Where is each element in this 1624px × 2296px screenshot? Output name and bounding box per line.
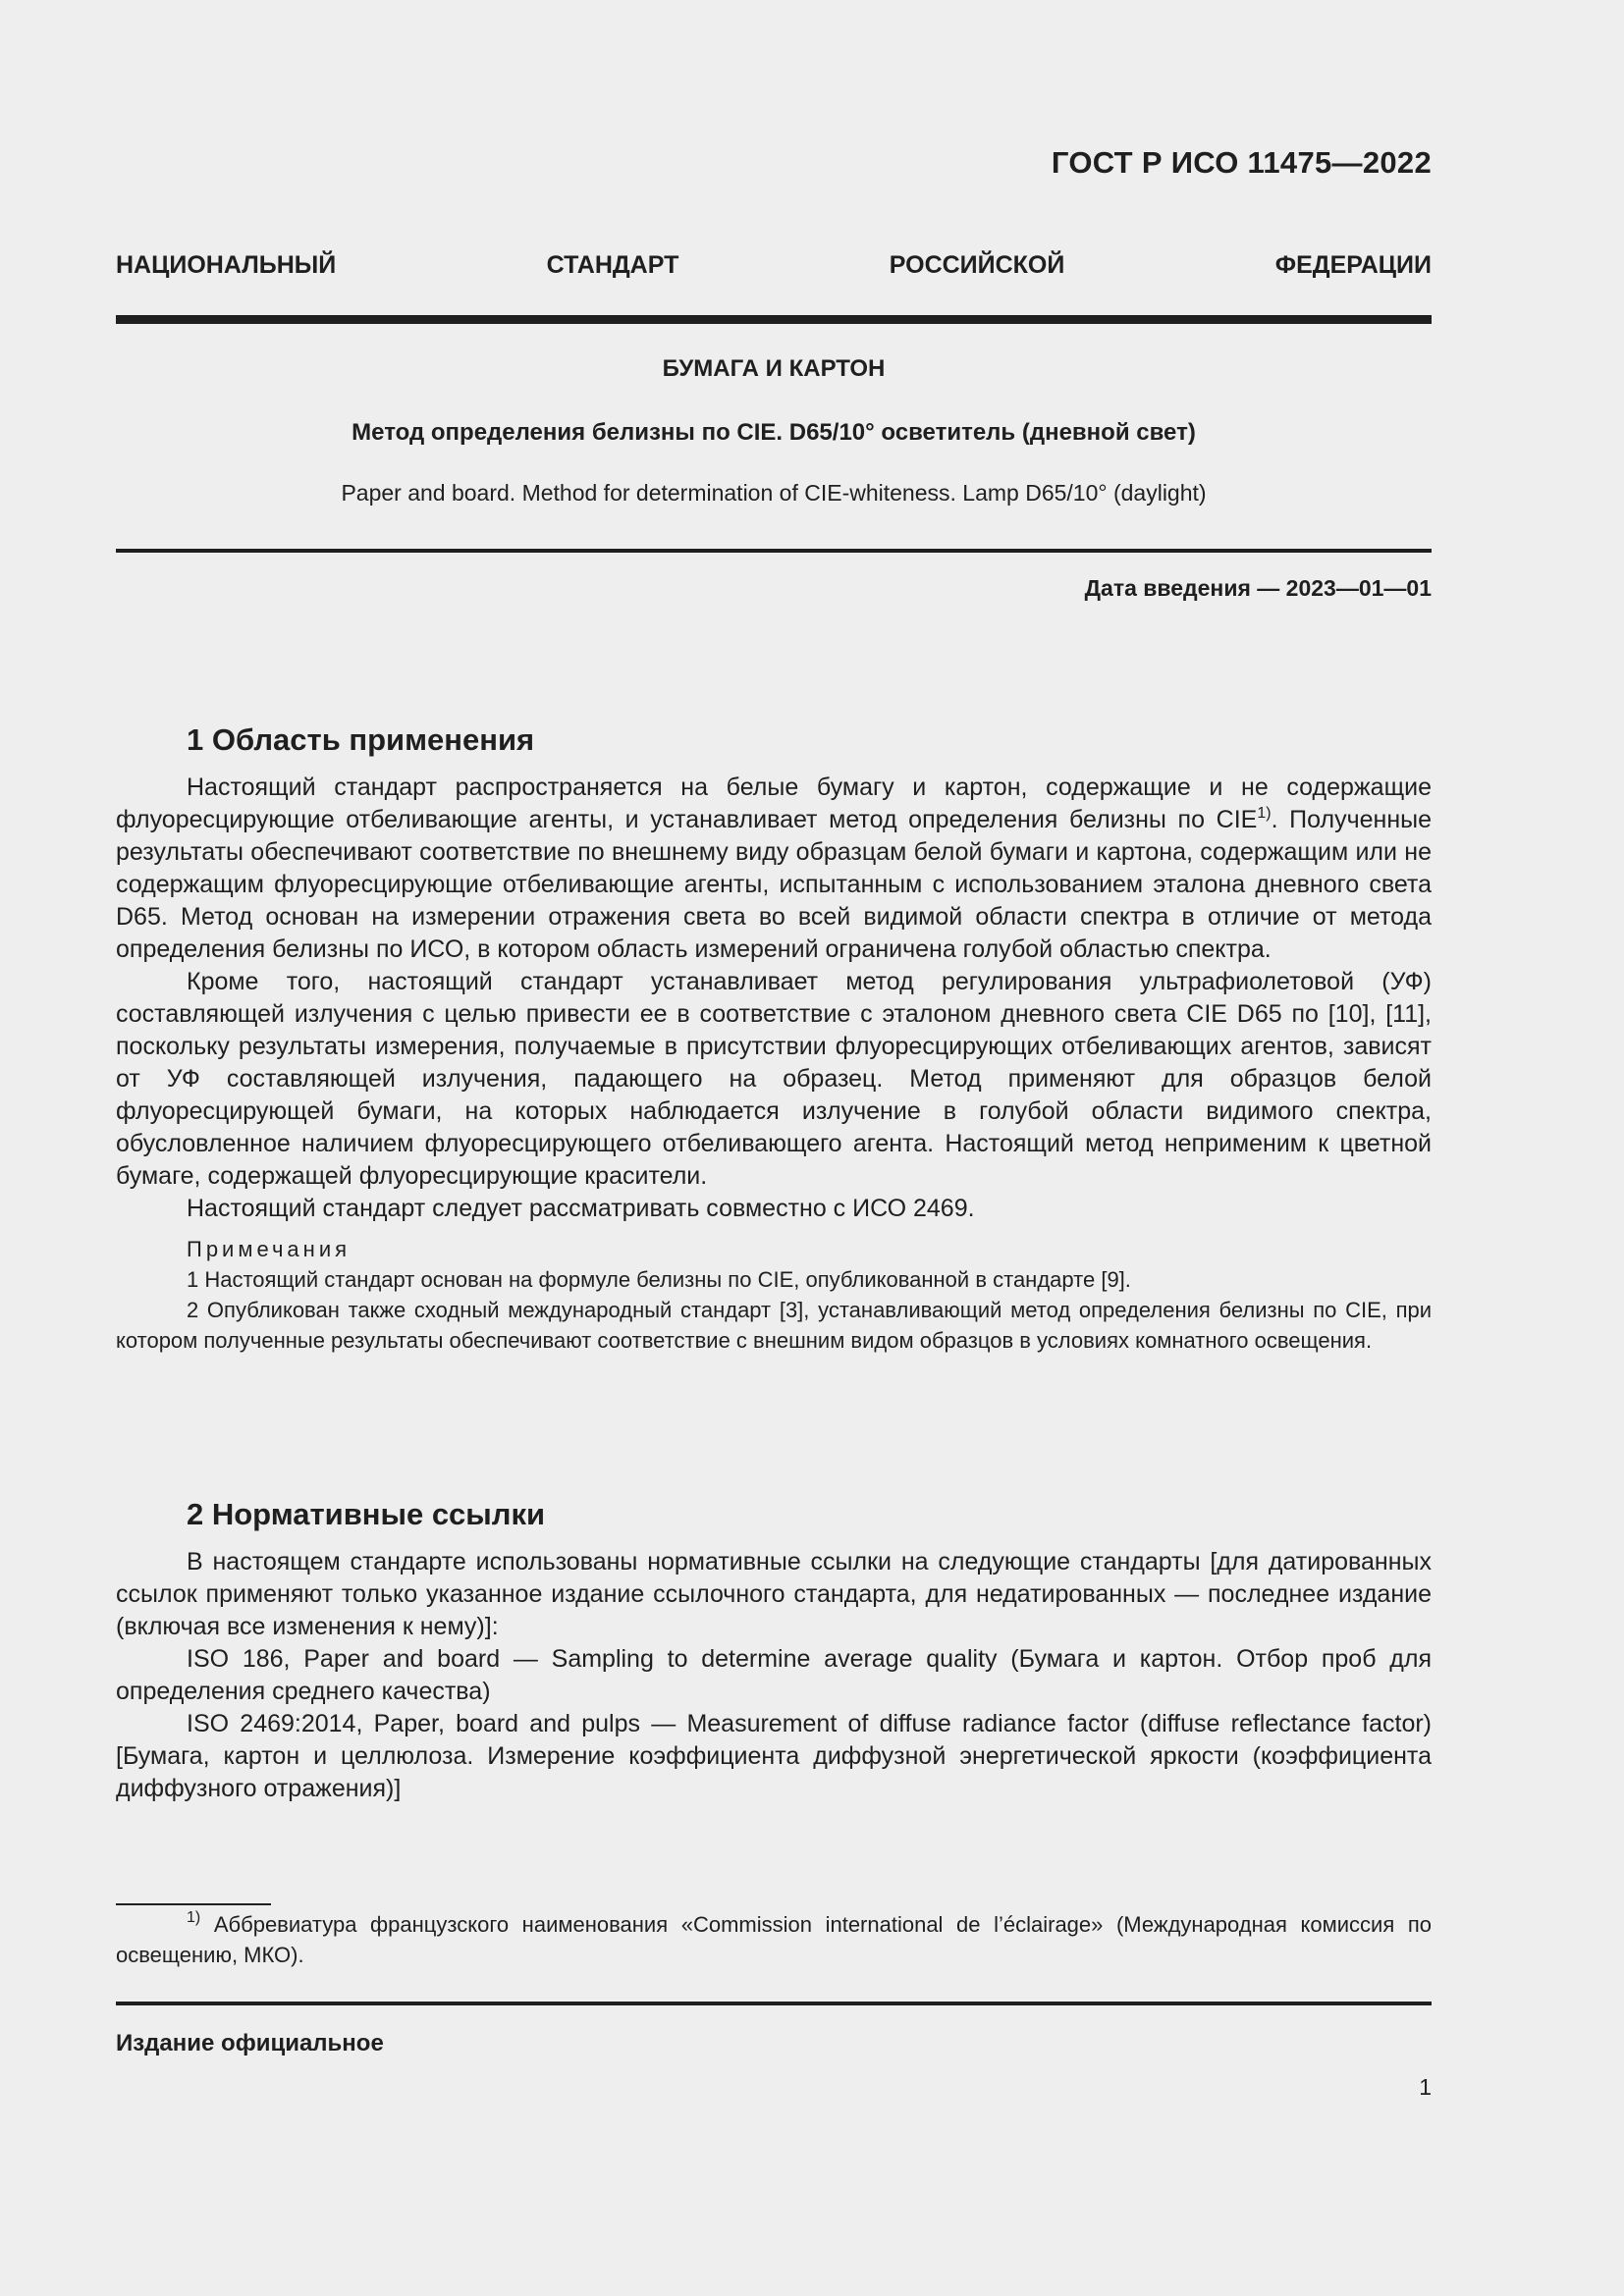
introduction-date: Дата введения — 2023—01—01 xyxy=(1084,575,1432,601)
footer-divider xyxy=(116,2002,1432,2005)
section-heading: 1 Область применения xyxy=(187,722,535,757)
document-code: ГОСТ Р ИСО 11475—2022 xyxy=(1051,145,1432,180)
national-standard-heading: НАЦИОНАЛЬНЫЙ СТАНДАРТ РОССИЙСКОЙ ФЕДЕРАЦИИ xyxy=(116,251,1432,279)
notes-heading: Примечания xyxy=(187,1237,352,1261)
reference-item: ISO 2469:2014, Paper, board and pulps — Measurement of diffuse radiance factor (diffuse reflectance factor) [Бумага, картон и целлюлоза. Измерение коэффициента диффузной энергетической яркости (коэффициента диффузного отражения)] xyxy=(116,1710,1432,1802)
paragraph: Кроме того, настоящий стандарт устанавливает метод регулирования ультрафиолетовой (УФ) составляющей излучения с целью привести ее в соответствие с эталоном дневного света CIE D65 по [10], [11], поскольку результаты измерения, получаемые в присутствии флуоресцирующих отбеливающих агентов, зависят от УФ составляющей излучения, падающего на образец. Метод применяют для образцов белой флуоресцирующей бумаги, на которых наблюдается излучение в голубой области видимого спектра, обусловленное наличием флуоресцирующего отбеливающего агента. Настоящий метод неприменим к цветной бумаге, содержащей флуоресцирующие красители. xyxy=(116,968,1432,1190)
english-title: Paper and board. Method for determination of CIE-whiteness. Lamp D65/10° (daylight) xyxy=(341,480,1207,506)
footnote-divider xyxy=(116,1903,271,1905)
paragraph: Настоящий стандарт следует рассматривать совместно с ИСО 2469. xyxy=(187,1195,975,1222)
paragraph: В настоящем стандарте использованы нормативные ссылки на следующие стандарты [для датированных ссылок применяют только указанное издание ссылочного стандарта, для недатированных — последнее издание (включая все изменения к нему)]: xyxy=(116,1548,1432,1640)
note-item: 1 Настоящий стандарт основан на формуле белизны по CIE, опубликованной в стандарте [9]. xyxy=(187,1267,1131,1292)
reference-item: ISO 186, Paper and board — Sampling to determine average quality (Бумага и картон. Отбор проб для определения среднего качества) xyxy=(116,1645,1432,1705)
footnote-reference[interactable]: 1) xyxy=(1257,805,1272,822)
footnote: $^{1)}$ Аббревиатура французского наименования «Commission international de l’éclairage» (Международная комиссия по освещению, МКО). xyxy=(116,1909,1432,1967)
header-divider xyxy=(116,315,1432,324)
edition-label: Издание официальное xyxy=(116,2030,384,2056)
section-normative-references xyxy=(116,1495,1432,1805)
document-title: БУМАГА И КАРТОН xyxy=(662,355,886,382)
page-number: 1 xyxy=(1419,2074,1432,2100)
section-scope xyxy=(116,721,1432,1356)
note-item: 2 Опубликован также сходный международный стандарт [3], устанавливающий метод определения белизны по CIE, при котором полученные результаты обеспечивают соответствие с внешним видом образцов в условиях комнатного освещения. xyxy=(116,1298,1432,1353)
paragraph: Настоящий стандарт распространяется на белые бумагу и картон, содержащие и не содержащие флуоресцирующие отбеливающие агенты, и устанавливает метод определения белизны по CIE$^{1)}$. Полученные результаты обеспечивают соответствие по внешнему виду образцам белой бумаги и картона, содержащим или не содержащим флуоресцирующие отбеливающие агенты, испытанным с использованием эталона дневного света D65. Метод основан на измерении отражения света во всей видимой области спектра в отличие от метода определения белизны по ИСО, в котором область измерений ограничена голубой областью спектра. xyxy=(116,774,1433,963)
footnote-marker: 1) xyxy=(187,1909,201,1926)
title-divider xyxy=(116,549,1432,553)
document-subtitle: Метод определения белизны по CIE. D65/10° осветитель (дневной свет) xyxy=(352,419,1196,446)
section-heading: 2 Нормативные ссылки xyxy=(187,1497,546,1531)
